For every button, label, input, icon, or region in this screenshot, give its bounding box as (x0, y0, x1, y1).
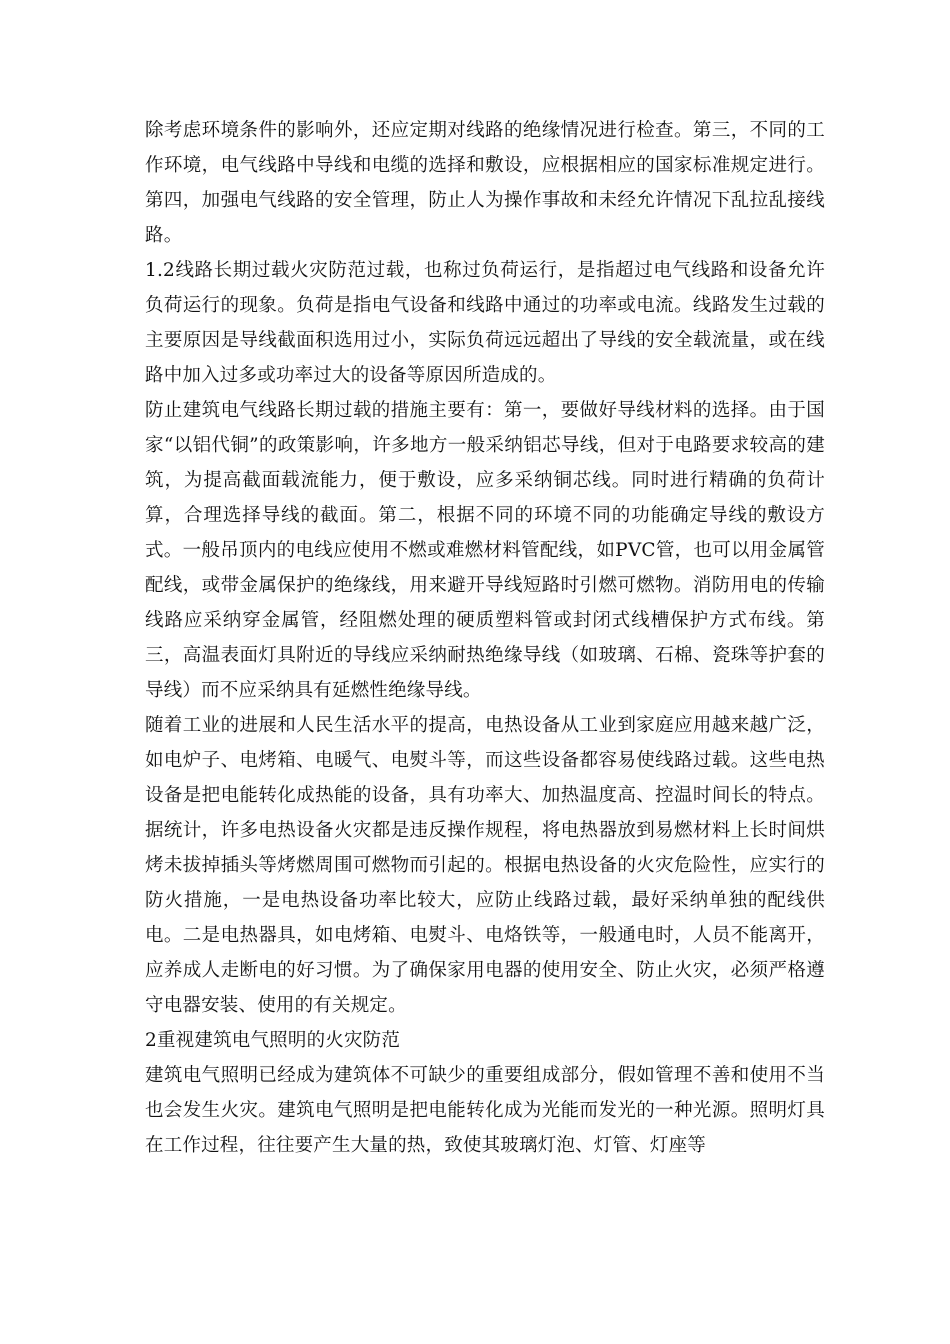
section-heading-lighting: 2重视建筑电气照明的火灾防范 (145, 1030, 401, 1051)
paragraph-electric-heating: 随着工业的进展和人民生活水平的提高，电热设备从工业到家庭应用越来越广泛，如电炉子、电烤箱、电暖气、电熨斗等，而这些设备都容易使线路过载。这些电热设备是把电能转化成热能的设备，具有功率大、加热温度高、控温时间长的特点。据统计，许多电热设备火灾都是违反操作规程，将电热器放到易燃材料上长时间烘烤未拔掉插头等烤燃周围可燃物而引起的。根据电热设备的火灾危险性，应实行的防火措施，一是电热设备功率比较大，应防止线路过载，最好采纳单独的配线供电。二是电热器具，如电烤箱、电熨斗、电烙铁等，一般通电时，人员不能离开，应养成人走断电的好习惯。为了确保家用电器的使用安全、防止火灾，必须严格遵守电器安装、使用的有关规定。 (145, 715, 825, 1016)
document-page (145, 113, 825, 1163)
paragraph-lighting-intro: 建筑电气照明已经成为建筑体不可缺少的重要组成部分，假如管理不善和使用不当也会发生火灾。建筑电气照明是把电能转化成为光能而发光的一种光源。照明灯具在工作过程，往往要产生大量的热，致使其玻璃灯泡、灯管、灯座等 (145, 1065, 825, 1156)
paragraph-overload-definition: 1.2线路长期过载火灾防范过载，也称过负荷运行，是指超过电气线路和设备允许负荷运行的现象。负荷是指电气设备和线路中通过的功率或电流。线路发生过载的主要原因是导线截面积选用过小，实际负荷远远超出了导线的安全载流量，或在线路中加入过多或功率过大的设备等原因所造成的。 (145, 260, 825, 386)
paragraph-overload-measures: 防止建筑电气线路长期过载的措施主要有：第一，要做好导线材料的选择。由于国家“以铝代铜”的政策影响，许多地方一般采纳铝芯导线，但对于电路要求较高的建筑，为提高截面载流能力，便于敷设，应多采纳铜芯线。同时进行精确的负荷计算，合理选择导线的截面。第二，根据不同的环境不同的功能确定导线的敷设方式。一般吊顶内的电线应使用不燃或难燃材料管配线，如PVC管，也可以用金属管配线，或带金属保护的绝缘线，用来避开导线短路时引燃可燃物。消防用电的传输线路应采纳穿金属管，经阻燃处理的硬质塑料管或封闭式线槽保护方式布线。第三，高温表面灯具附近的导线应采纳耐热绝缘导线（如玻璃、石棉、瓷珠等护套的导线）而不应采纳具有延燃性绝缘导线。 (145, 400, 825, 701)
paragraph-line-inspection: 除考虑环境条件的影响外，还应定期对线路的绝缘情况进行检查。第三，不同的工作环境，电气线路中导线和电缆的选择和敷设，应根据相应的国家标准规定进行。第四，加强电气线路的安全管理，防止人为操作事故和未经允许情况下乱拉乱接线路。 (145, 120, 825, 246)
